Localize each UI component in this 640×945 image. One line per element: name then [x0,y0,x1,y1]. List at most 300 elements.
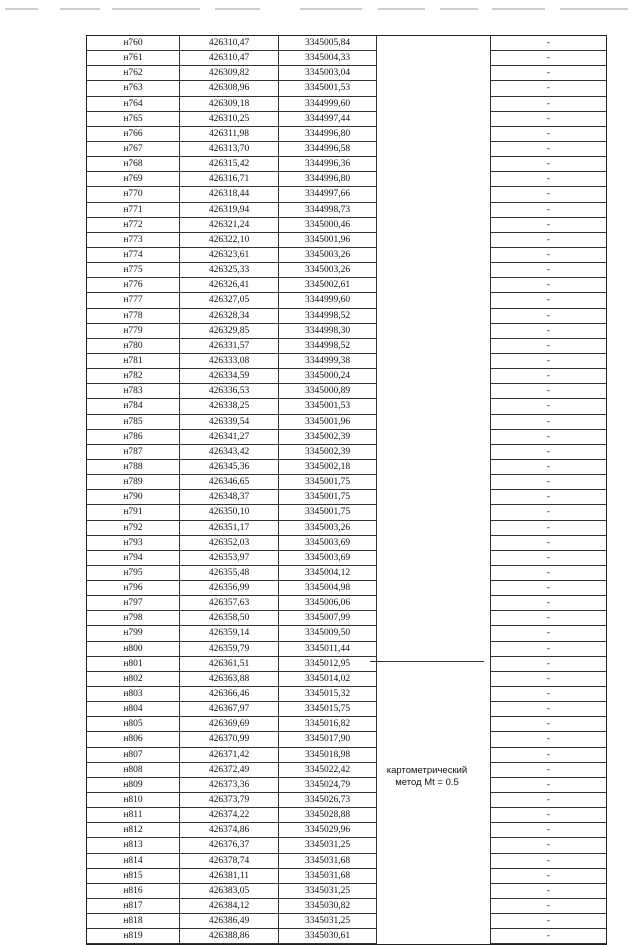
point-id-cell: н779 [87,324,180,339]
y-coordinate-cell: 3345029,96 [279,823,377,838]
point-id-cell: н773 [87,233,180,248]
y-coordinate-cell: 3345001,96 [279,233,377,248]
method-cell [377,929,491,944]
x-coordinate-cell: 426328,34 [180,309,279,324]
method-cell [377,838,491,853]
coordinates-table [86,35,607,945]
x-coordinate-cell: 426381,11 [180,869,279,884]
error-cell: - [491,81,606,96]
x-coordinate-cell: 426383,05 [180,884,279,899]
point-id-cell: н818 [87,914,180,929]
method-cell [377,81,491,96]
table-row [87,339,606,354]
scan-artifact-line [0,0,640,12]
method-cell [377,823,491,838]
method-cell [377,66,491,81]
y-coordinate-cell: 3345001,75 [279,475,377,490]
y-coordinate-cell: 3345017,90 [279,732,377,747]
x-coordinate-cell: 426370,99 [180,732,279,747]
x-coordinate-cell: 426361,51 [180,657,279,672]
y-coordinate-cell: 3344999,38 [279,354,377,369]
error-cell: - [491,611,606,626]
table-row [87,642,606,657]
table-row [87,717,606,732]
method-cell [377,415,491,430]
y-coordinate-cell: 3345003,26 [279,248,377,263]
table-row [87,293,606,308]
method-cell [377,732,491,747]
table-row [87,66,606,81]
y-coordinate-cell: 3344996,80 [279,127,377,142]
table-row [87,657,606,672]
x-coordinate-cell: 426355,48 [180,566,279,581]
error-cell: - [491,581,606,596]
y-coordinate-cell: 3345028,88 [279,808,377,823]
error-cell: - [491,430,606,445]
y-coordinate-cell: 3345005,84 [279,36,377,51]
y-coordinate-cell: 3345000,24 [279,369,377,384]
point-id-cell: н811 [87,808,180,823]
error-cell: - [491,218,606,233]
error-cell: - [491,748,606,763]
method-cell [377,278,491,293]
method-cell [377,172,491,187]
error-cell: - [491,596,606,611]
y-coordinate-cell: 3345009,50 [279,626,377,641]
table-row [87,672,606,687]
point-id-cell: н775 [87,263,180,278]
method-cell [377,324,491,339]
method-cell [377,339,491,354]
error-cell: - [491,142,606,157]
point-id-cell: н817 [87,899,180,914]
error-cell: - [491,687,606,702]
point-id-cell: н768 [87,157,180,172]
y-coordinate-cell: 3345015,75 [279,702,377,717]
method-cell [377,384,491,399]
point-id-cell: н777 [87,293,180,308]
method-cell [377,263,491,278]
point-id-cell: н803 [87,687,180,702]
x-coordinate-cell: 426353,97 [180,551,279,566]
method-cell [377,521,491,536]
x-coordinate-cell: 426376,37 [180,838,279,853]
y-coordinate-cell: 3345031,25 [279,884,377,899]
y-coordinate-cell: 3345001,53 [279,81,377,96]
x-coordinate-cell: 426352,03 [180,536,279,551]
y-coordinate-cell: 3345002,18 [279,460,377,475]
method-cell [377,899,491,914]
x-coordinate-cell: 426357,63 [180,596,279,611]
error-cell: - [491,354,606,369]
x-coordinate-cell: 426351,17 [180,521,279,536]
point-id-cell: н764 [87,97,180,112]
method-cell [377,430,491,445]
table-row [87,430,606,445]
table-row [87,490,606,505]
point-id-cell: н798 [87,611,180,626]
method-cell [377,97,491,112]
y-coordinate-cell: 3344999,60 [279,293,377,308]
error-cell: - [491,702,606,717]
y-coordinate-cell: 3344996,80 [279,172,377,187]
table-row [87,369,606,384]
point-id-cell: н797 [87,596,180,611]
error-cell: - [491,309,606,324]
error-cell: - [491,66,606,81]
table-row [87,218,606,233]
x-coordinate-cell: 426374,86 [180,823,279,838]
y-coordinate-cell: 3344997,66 [279,187,377,202]
error-cell: - [491,36,606,51]
y-coordinate-cell: 3344996,58 [279,142,377,157]
error-cell: - [491,869,606,884]
table-row [87,36,606,51]
y-coordinate-cell: 3345000,46 [279,218,377,233]
method-note-line2: метод Mt = 0.5 [395,777,459,788]
table-row [87,626,606,641]
y-coordinate-cell: 3345031,25 [279,838,377,853]
y-coordinate-cell: 3345031,68 [279,869,377,884]
error-cell: - [491,127,606,142]
method-cell [377,566,491,581]
x-coordinate-cell: 426318,44 [180,187,279,202]
point-id-cell: н763 [87,81,180,96]
point-id-cell: н793 [87,536,180,551]
y-coordinate-cell: 3345004,12 [279,566,377,581]
point-id-cell: н770 [87,187,180,202]
point-id-cell: н815 [87,869,180,884]
error-cell: - [491,884,606,899]
y-coordinate-cell: 3345014,02 [279,672,377,687]
x-coordinate-cell: 426374,22 [180,808,279,823]
error-cell: - [491,808,606,823]
error-cell: - [491,642,606,657]
point-id-cell: н795 [87,566,180,581]
method-cell [377,36,491,51]
y-coordinate-cell: 3344998,52 [279,339,377,354]
error-cell: - [491,521,606,536]
x-coordinate-cell: 426331,57 [180,339,279,354]
point-id-cell: н787 [87,445,180,460]
table-row [87,536,606,551]
point-id-cell: н812 [87,823,180,838]
method-note [370,765,484,789]
x-coordinate-cell: 426373,79 [180,793,279,808]
method-cell [377,657,491,672]
method-cell [377,687,491,702]
table-row [87,278,606,293]
error-cell: - [491,203,606,218]
table-row [87,81,606,96]
x-coordinate-cell: 426356,99 [180,581,279,596]
point-id-cell: н789 [87,475,180,490]
x-coordinate-cell: 426322,10 [180,233,279,248]
method-cell [377,702,491,717]
y-coordinate-cell: 3345001,75 [279,490,377,505]
x-coordinate-cell: 426311,98 [180,127,279,142]
error-cell: - [491,717,606,732]
y-coordinate-cell: 3345024,79 [279,778,377,793]
method-cell [377,309,491,324]
point-id-cell: н790 [87,490,180,505]
y-coordinate-cell: 3345003,69 [279,536,377,551]
point-id-cell: н801 [87,657,180,672]
y-coordinate-cell: 3345015,32 [279,687,377,702]
method-cell-divider [370,661,484,662]
point-id-cell: н778 [87,309,180,324]
table-row [87,808,606,823]
table-row [87,551,606,566]
point-id-cell: н767 [87,142,180,157]
table-row [87,475,606,490]
point-id-cell: н819 [87,929,180,944]
method-cell [377,293,491,308]
x-coordinate-cell: 426371,42 [180,748,279,763]
x-coordinate-cell: 426363,88 [180,672,279,687]
point-id-cell: н791 [87,505,180,520]
method-cell [377,748,491,763]
table-row [87,566,606,581]
x-coordinate-cell: 426346,65 [180,475,279,490]
table-row [87,112,606,127]
method-cell [377,354,491,369]
table-row [87,354,606,369]
error-cell: - [491,626,606,641]
table-row [87,854,606,869]
table-row [87,142,606,157]
error-cell: - [491,778,606,793]
table-row [87,823,606,838]
y-coordinate-cell: 3345012,95 [279,657,377,672]
point-id-cell: н765 [87,112,180,127]
method-cell [377,596,491,611]
method-cell [377,369,491,384]
table-row [87,263,606,278]
error-cell: - [491,899,606,914]
point-id-cell: н772 [87,218,180,233]
point-id-cell: н806 [87,732,180,747]
method-cell [377,626,491,641]
error-cell: - [491,112,606,127]
y-coordinate-cell: 3345002,39 [279,430,377,445]
method-cell [377,581,491,596]
method-cell [377,233,491,248]
table-row [87,899,606,914]
x-coordinate-cell: 426341,27 [180,430,279,445]
table-row [87,187,606,202]
y-coordinate-cell: 3345031,25 [279,914,377,929]
error-cell: - [491,172,606,187]
table-row [87,884,606,899]
y-coordinate-cell: 3345001,53 [279,399,377,414]
y-coordinate-cell: 3345000,89 [279,384,377,399]
y-coordinate-cell: 3345002,39 [279,445,377,460]
error-cell: - [491,157,606,172]
y-coordinate-cell: 3345026,73 [279,793,377,808]
method-cell [377,248,491,263]
table-row [87,611,606,626]
error-cell: - [491,233,606,248]
table-row [87,581,606,596]
x-coordinate-cell: 426386,49 [180,914,279,929]
point-id-cell: н776 [87,278,180,293]
x-coordinate-cell: 426310,47 [180,36,279,51]
y-coordinate-cell: 3345018,98 [279,748,377,763]
table-row [87,748,606,763]
x-coordinate-cell: 426338,25 [180,399,279,414]
error-cell: - [491,838,606,853]
x-coordinate-cell: 426325,33 [180,263,279,278]
point-id-cell: н762 [87,66,180,81]
y-coordinate-cell: 3345031,68 [279,854,377,869]
table-row [87,97,606,112]
method-cell [377,884,491,899]
method-cell [377,793,491,808]
table-row [87,51,606,66]
error-cell: - [491,51,606,66]
table-row [87,399,606,414]
point-id-cell: н808 [87,763,180,778]
x-coordinate-cell: 426359,14 [180,626,279,641]
x-coordinate-cell: 426336,53 [180,384,279,399]
table-row [87,248,606,263]
method-cell [377,914,491,929]
y-coordinate-cell: 3345002,61 [279,278,377,293]
method-cell [377,808,491,823]
x-coordinate-cell: 426313,70 [180,142,279,157]
x-coordinate-cell: 426358,50 [180,611,279,626]
method-cell [377,642,491,657]
y-coordinate-cell: 3345030,61 [279,929,377,944]
y-coordinate-cell: 3345016,82 [279,717,377,732]
table-row [87,914,606,929]
point-id-cell: н807 [87,748,180,763]
method-cell [377,218,491,233]
method-cell [377,203,491,218]
table-row [87,732,606,747]
x-coordinate-cell: 426339,54 [180,415,279,430]
point-id-cell: н799 [87,626,180,641]
y-coordinate-cell: 3345004,98 [279,581,377,596]
y-coordinate-cell: 3344997,44 [279,112,377,127]
point-id-cell: н782 [87,369,180,384]
y-coordinate-cell: 3345004,33 [279,51,377,66]
table-row [87,596,606,611]
error-cell: - [491,914,606,929]
x-coordinate-cell: 426388,86 [180,929,279,944]
error-cell: - [491,187,606,202]
x-coordinate-cell: 426367,97 [180,702,279,717]
y-coordinate-cell: 3344999,60 [279,97,377,112]
point-id-cell: н805 [87,717,180,732]
table-row [87,702,606,717]
x-coordinate-cell: 426309,18 [180,97,279,112]
x-coordinate-cell: 426329,85 [180,324,279,339]
error-cell: - [491,460,606,475]
error-cell: - [491,263,606,278]
y-coordinate-cell: 3345003,26 [279,263,377,278]
y-coordinate-cell: 3345001,75 [279,505,377,520]
y-coordinate-cell: 3345001,96 [279,415,377,430]
point-id-cell: н780 [87,339,180,354]
method-cell [377,460,491,475]
table-row [87,869,606,884]
table-row [87,233,606,248]
error-cell: - [491,536,606,551]
method-cell [377,445,491,460]
x-coordinate-cell: 426333,08 [180,354,279,369]
point-id-cell: н816 [87,884,180,899]
error-cell: - [491,369,606,384]
table-row [87,415,606,430]
point-id-cell: н771 [87,203,180,218]
y-coordinate-cell: 3344996,36 [279,157,377,172]
error-cell: - [491,415,606,430]
error-cell: - [491,490,606,505]
error-cell: - [491,475,606,490]
method-cell [377,157,491,172]
x-coordinate-cell: 426348,37 [180,490,279,505]
table-row [87,172,606,187]
point-id-cell: н769 [87,172,180,187]
table-row [87,157,606,172]
point-id-cell: н796 [87,581,180,596]
y-coordinate-cell: 3345003,04 [279,66,377,81]
error-cell: - [491,339,606,354]
error-cell: - [491,97,606,112]
point-id-cell: н774 [87,248,180,263]
method-cell [377,672,491,687]
x-coordinate-cell: 426350,10 [180,505,279,520]
table-row [87,778,606,793]
error-cell: - [491,399,606,414]
error-cell: - [491,672,606,687]
table-row [87,929,606,944]
error-cell: - [491,505,606,520]
error-cell: - [491,551,606,566]
x-coordinate-cell: 426309,82 [180,66,279,81]
method-cell [377,505,491,520]
point-id-cell: н809 [87,778,180,793]
method-cell [377,551,491,566]
x-coordinate-cell: 426372,49 [180,763,279,778]
x-coordinate-cell: 426310,47 [180,51,279,66]
point-id-cell: н785 [87,415,180,430]
x-coordinate-cell: 426327,05 [180,293,279,308]
method-cell [377,112,491,127]
x-coordinate-cell: 426343,42 [180,445,279,460]
method-cell [377,475,491,490]
y-coordinate-cell: 3345011,44 [279,642,377,657]
method-cell [377,399,491,414]
method-cell [377,51,491,66]
x-coordinate-cell: 426366,46 [180,687,279,702]
error-cell: - [491,384,606,399]
x-coordinate-cell: 426373,36 [180,778,279,793]
point-id-cell: н761 [87,51,180,66]
point-id-cell: н794 [87,551,180,566]
method-cell [377,127,491,142]
table-row [87,445,606,460]
method-cell [377,854,491,869]
point-id-cell: н760 [87,36,180,51]
table-row [87,384,606,399]
error-cell: - [491,278,606,293]
table-row [87,505,606,520]
point-id-cell: н786 [87,430,180,445]
table-row [87,324,606,339]
